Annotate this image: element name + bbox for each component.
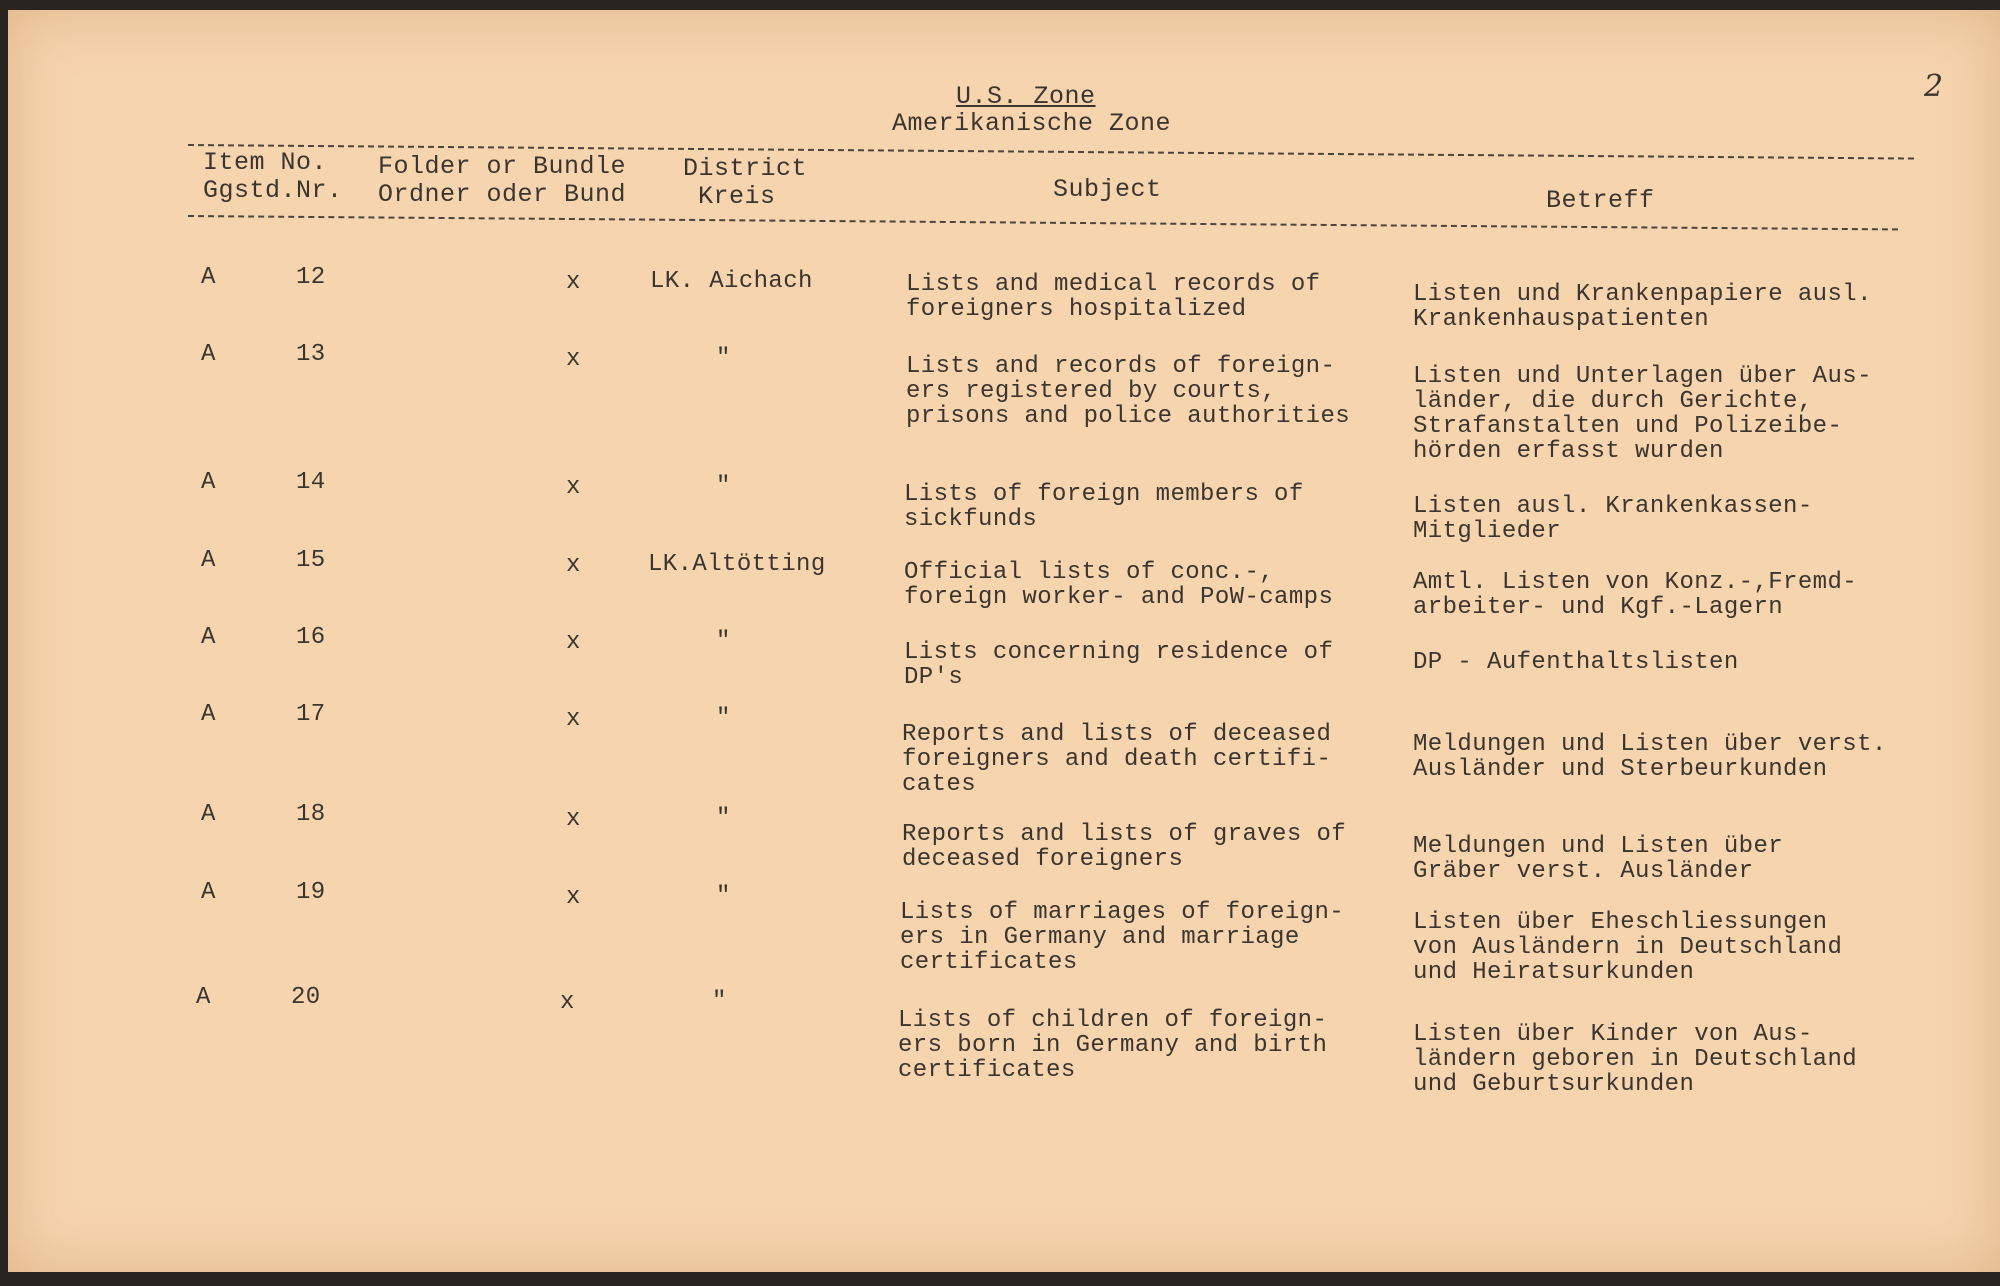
folder-mark: x [566, 806, 581, 833]
folder-mark: x [566, 346, 581, 373]
subject-cell: Lists of foreign members of sickfunds [904, 481, 1304, 533]
column-header-district-german: Kreis [698, 182, 776, 211]
betreff-cell: DP - Aufenthaltslisten [1413, 649, 1739, 676]
column-header-betreff: Betreff [1546, 186, 1655, 215]
item-number: 19 [296, 879, 326, 906]
folder-mark: x [566, 269, 581, 296]
item-letter: A [201, 879, 216, 906]
item-letter: A [201, 341, 216, 368]
district-cell: LK.Altötting [648, 551, 826, 578]
folder-mark: x [560, 989, 575, 1016]
subject-cell: Reports and lists of deceased foreigners and death certifi- cates [902, 721, 1332, 798]
subject-cell: Lists of children of foreign- ers born in Germany and birth certificates [898, 1007, 1328, 1084]
item-number: 12 [296, 264, 326, 291]
folder-mark: x [566, 629, 581, 656]
header-rule-bottom [188, 215, 1898, 230]
district-cell: " [716, 883, 731, 910]
district-cell: " [716, 345, 731, 372]
item-letter: A [201, 624, 216, 651]
betreff-cell: Meldungen und Listen über Gräber verst. Ausländer [1413, 833, 1784, 885]
item-number: 18 [296, 801, 326, 828]
item-letter: A [201, 264, 216, 291]
betreff-cell: Listen ausl. Krankenkassen- Mitglieder [1413, 493, 1813, 545]
column-header-district: District [683, 154, 808, 183]
item-letter: A [196, 984, 211, 1011]
column-header-item: Item No. [203, 148, 328, 177]
subject-cell: Official lists of conc.-, foreign worker- and PoW-camps [904, 559, 1334, 611]
subject-cell: Lists and records of foreign- ers registered by courts, prisons and police authorities [906, 353, 1351, 430]
item-number: 13 [296, 341, 326, 368]
column-header-subject: Subject [1053, 175, 1162, 204]
item-number: 15 [296, 547, 326, 574]
folder-mark: x [566, 552, 581, 579]
district-cell: " [716, 705, 731, 732]
district-cell: " [712, 988, 727, 1015]
betreff-cell: Listen und Unterlagen über Aus- länder, die durch Gerichte, Strafanstalten und Polizeibe- hörden erfasst wurden [1413, 363, 1872, 465]
betreff-cell: Listen und Krankenpapiere ausl. Krankenhauspatienten [1413, 281, 1872, 333]
page-number: 2 [1924, 69, 1944, 104]
district-cell: " [716, 628, 731, 655]
folder-mark: x [566, 706, 581, 733]
zone-title-german: Amerikanische Zone [892, 109, 1172, 138]
folder-mark: x [566, 474, 581, 501]
item-number: 14 [296, 469, 326, 496]
item-number: 20 [291, 984, 321, 1011]
item-letter: A [201, 469, 216, 496]
column-header-item-german: Ggstd.Nr. [203, 176, 343, 205]
subject-cell: Lists and medical records of foreigners hospitalized [906, 271, 1321, 323]
zone-title-english: U.S. Zone [956, 82, 1096, 111]
item-letter: A [201, 801, 216, 828]
subject-cell: Lists concerning residence of DP's [904, 639, 1334, 691]
betreff-cell: Listen über Eheschliessungen von Ausländern in Deutschland und Heiratsurkunden [1413, 909, 1843, 986]
item-number: 17 [296, 701, 326, 728]
betreff-cell: Listen über Kinder von Aus- ländern geboren in Deutschland und Geburtsurkunden [1413, 1021, 1858, 1098]
item-number: 16 [296, 624, 326, 651]
district-cell: " [716, 805, 731, 832]
betreff-cell: Amtl. Listen von Konz.-,Fremd- arbeiter- und Kgf.-Lagern [1413, 569, 1858, 621]
betreff-cell: Meldungen und Listen über verst. Ausländer und Sterbeurkunden [1413, 731, 1887, 783]
subject-cell: Reports and lists of graves of deceased foreigners [902, 821, 1347, 873]
subject-cell: Lists of marriages of foreign- ers in Germany and marriage certificates [900, 899, 1345, 976]
item-letter: A [201, 547, 216, 574]
folder-mark: x [566, 884, 581, 911]
district-cell: " [716, 473, 731, 500]
item-letter: A [201, 701, 216, 728]
column-header-folder-german: Ordner oder Bund [378, 180, 627, 209]
district-cell: LK. Aichach [650, 268, 813, 295]
column-header-folder: Folder or Bundle [378, 152, 627, 181]
document-page [8, 10, 2000, 1272]
